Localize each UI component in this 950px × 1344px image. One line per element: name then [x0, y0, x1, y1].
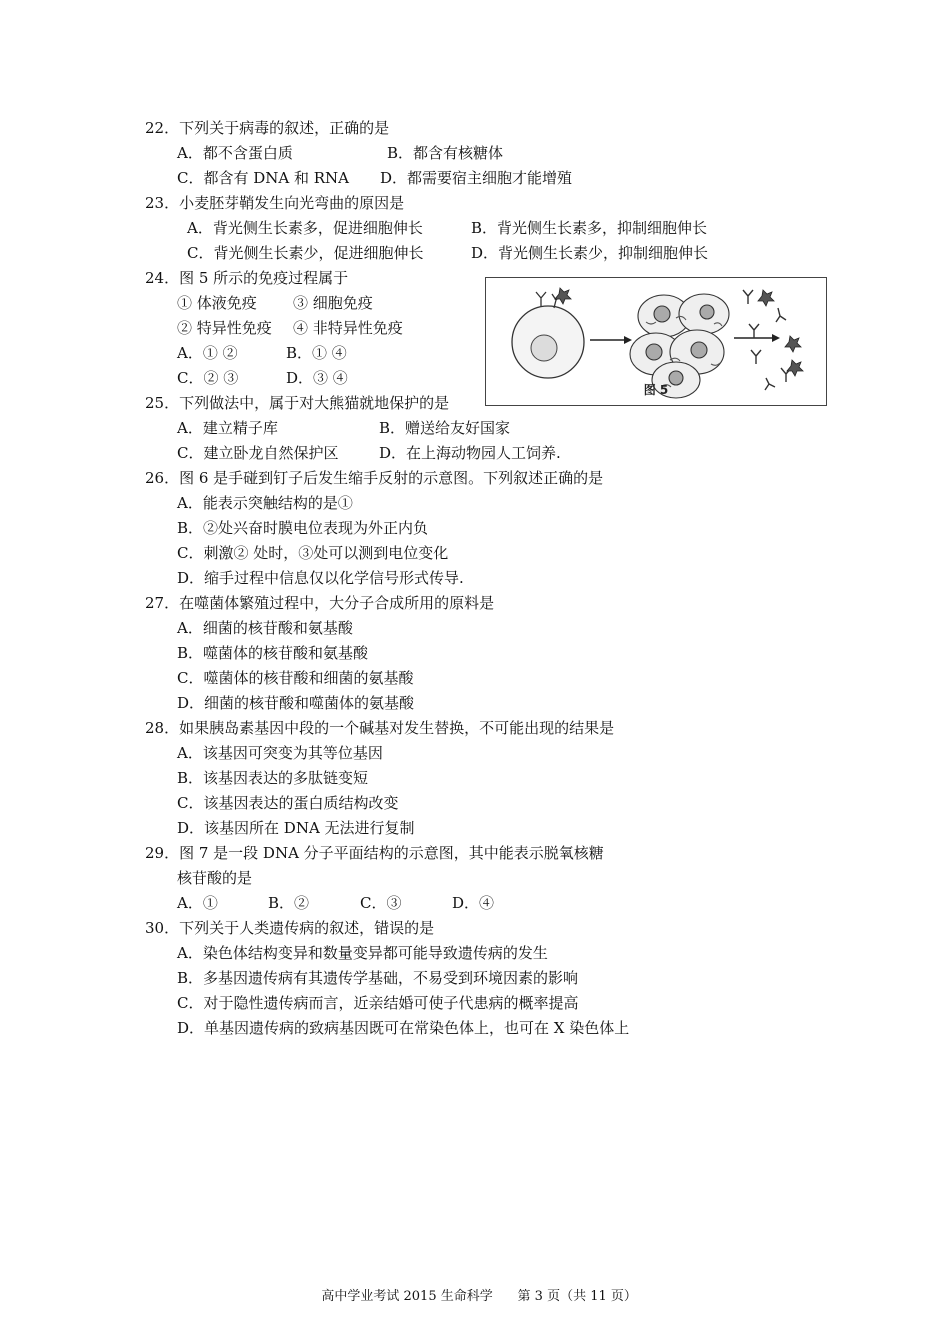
- q26-option-d: D．缩手过程中信息仅以化学信号形式传导.: [177, 569, 464, 587]
- q29-option-d: D．④: [452, 894, 495, 912]
- q29-option-a: A．①: [177, 894, 218, 912]
- q26-option-a: A．能表示突触结构的是①: [177, 494, 353, 512]
- q30-option-b: B．多基因遗传病有其遗传学基础，不易受到环境因素的影响: [177, 969, 579, 987]
- q24-item-1: ① 体液免疫: [177, 294, 257, 312]
- q27-option-c: C．噬菌体的核苷酸和细菌的氨基酸: [177, 669, 414, 687]
- page-footer: [0, 1270, 950, 1304]
- q30-option-d: D．单基因遗传病的致病基因既可在常染色体上，也可在 X 染色体上: [177, 1019, 630, 1037]
- figure-5-caption: 图 5: [643, 383, 669, 397]
- q24-stem: 24．图 5 所示的免疫过程属于: [145, 269, 349, 287]
- q24-item-3: ③ 细胞免疫: [293, 294, 373, 312]
- q25-stem: 25．下列做法中，属于对大熊猫就地保护的是: [145, 394, 450, 412]
- q26-option-b: B．②处兴奋时膜电位表现为外正内负: [177, 519, 429, 537]
- q25-option-a: A．建立精子库: [177, 419, 278, 437]
- q23-option-c: C．背光侧生长素少，促进细胞伸长: [187, 244, 424, 262]
- q25-option-d: D．在上海动物园人工饲养.: [379, 444, 561, 462]
- q23-option-a: A．背光侧生长素多，促进细胞伸长: [187, 219, 423, 237]
- q22-stem: 22．下列关于病毒的叙述，正确的是: [145, 119, 390, 137]
- q22-option-c: C．都含有 DNA 和 RNA: [177, 169, 350, 187]
- arrow-icon: [734, 334, 780, 342]
- q23-stem: 23．小麦胚芽鞘发生向光弯曲的原因是: [145, 194, 405, 212]
- q29-option-b: B．②: [268, 894, 310, 912]
- antigen-icon: [758, 290, 803, 376]
- q24-option-d: D．③ ④: [286, 369, 348, 387]
- footer-exam-title: 高中学业考试 2015 生命科学: [321, 1289, 493, 1304]
- q24-option-a: A．① ②: [177, 344, 238, 362]
- q25-option-c: C．建立卧龙自然保护区: [177, 444, 339, 462]
- q29-stem-line-2: 核苷酸的是: [177, 869, 253, 887]
- b-cell-icon: [512, 288, 584, 378]
- q27-stem: 27．在噬菌体繁殖过程中，大分子合成所用的原料是: [145, 594, 495, 612]
- q24-option-c: C．② ③: [177, 369, 239, 387]
- q28-stem: 28．如果胰岛素基因中段的一个碱基对发生替换，不可能出现的结果是: [145, 719, 615, 737]
- q22-option-a: A．都不含蛋白质: [177, 144, 293, 162]
- figure-5: [485, 277, 827, 406]
- q28-option-c: C．该基因表达的蛋白质结构改变: [177, 794, 399, 812]
- q30-option-c: C．对于隐性遗传病而言，近亲结婚可使子代患病的概率提高: [177, 994, 579, 1012]
- q28-option-b: B．该基因表达的多肽链变短: [177, 769, 369, 787]
- q30-stem: 30．下列关于人类遗传病的叙述，错误的是: [145, 919, 435, 937]
- q23-option-d: D．背光侧生长素少，抑制细胞伸长: [471, 244, 709, 262]
- q24-option-b: B．① ④: [286, 344, 347, 362]
- antibodies-icon: [743, 290, 791, 390]
- q26-option-c: C．刺激② 处时，③处可以测到电位变化: [177, 544, 449, 562]
- q27-option-d: D．细菌的核苷酸和噬菌体的氨基酸: [177, 694, 415, 712]
- q29-option-c: C．③: [360, 894, 402, 912]
- q30-option-a: A．染色体结构变异和数量变异都可能导致遗传病的发生: [177, 944, 548, 962]
- q25-option-b: B．赠送给友好国家: [379, 419, 511, 437]
- q22-option-b: B．都含有核糖体: [387, 144, 504, 162]
- q28-option-d: D．该基因所在 DNA 无法进行复制: [177, 819, 415, 837]
- q24-item-4: ④ 非特异性免疫: [293, 319, 403, 337]
- q24-item-2: ② 特异性免疫: [177, 319, 272, 337]
- q27-option-a: A．细菌的核苷酸和氨基酸: [177, 619, 353, 637]
- footer-page-number: 第 3 页（共 11 页）: [517, 1289, 637, 1304]
- q26-stem: 26．图 6 是手碰到钉子后发生缩手反射的示意图。下列叙述正确的是: [145, 469, 604, 487]
- arrow-icon: [590, 336, 632, 344]
- q29-stem-line-1: 29．图 7 是一段 DNA 分子平面结构的示意图，其中能表示脱氧核糖: [145, 844, 604, 862]
- q23-option-b: B．背光侧生长素多，抑制细胞伸长: [471, 219, 708, 237]
- q22-option-d: D．都需要宿主细胞才能增殖: [380, 169, 573, 187]
- q27-option-b: B．噬菌体的核苷酸和氨基酸: [177, 644, 369, 662]
- q28-option-a: A．该基因可突变为其等位基因: [177, 744, 383, 762]
